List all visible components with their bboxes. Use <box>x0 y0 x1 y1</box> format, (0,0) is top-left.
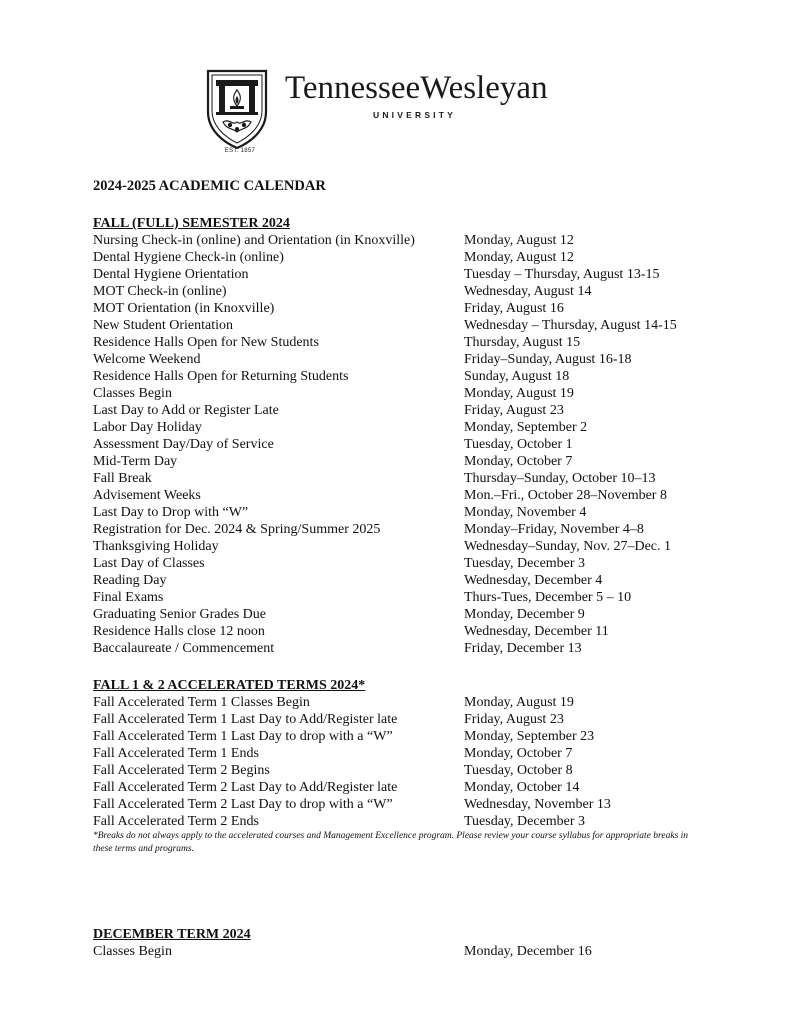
event-date: Tuesday, December 3 <box>464 556 586 571</box>
list-item <box>93 711 743 728</box>
event-date: Tuesday – Thursday, August 13-15 <box>464 267 660 282</box>
section-heading: DECEMBER TERM 2024 <box>93 927 251 942</box>
page-title: 2024-2025 ACADEMIC CALENDAR <box>93 178 326 194</box>
event-name: Classes Begin <box>93 944 172 959</box>
list-item <box>93 300 743 317</box>
list-item <box>93 555 743 572</box>
event-name: Nursing Check-in (online) and Orientation (in Knoxville) <box>93 233 415 248</box>
event-date: Tuesday, October 1 <box>464 437 573 452</box>
event-name: Fall Accelerated Term 2 Last Day to Add/Register late <box>93 780 398 795</box>
section-heading: FALL (FULL) SEMESTER 2024 <box>93 216 290 231</box>
list-item <box>93 283 743 300</box>
list-item <box>93 487 743 504</box>
event-name: Fall Break <box>93 471 152 486</box>
event-date: Monday, August 12 <box>464 233 574 248</box>
event-date: Friday, December 13 <box>464 641 582 656</box>
event-name: Assessment Day/Day of Service <box>93 437 274 452</box>
section-heading: FALL 1 & 2 ACCELERATED TERMS 2024* <box>93 678 366 693</box>
event-date: Monday, October 7 <box>464 746 573 761</box>
list-item <box>93 249 743 266</box>
university-wordmark: TennesseeWesleyan <box>285 70 548 106</box>
event-date: Wednesday, November 13 <box>464 797 611 812</box>
list-item <box>93 334 743 351</box>
list-item <box>93 385 743 402</box>
list-item <box>93 266 743 283</box>
list-item <box>93 606 743 623</box>
accelerated-terms-list <box>93 694 743 830</box>
accelerated-terms-section <box>93 677 743 856</box>
event-date: Thursday, August 15 <box>464 335 581 350</box>
event-date: Monday, October 14 <box>464 780 580 795</box>
list-item <box>93 762 743 779</box>
event-name: Classes Begin <box>93 386 172 401</box>
event-name: Welcome Weekend <box>93 352 201 367</box>
list-item <box>93 943 743 960</box>
list-item <box>93 694 743 711</box>
event-name: Fall Accelerated Term 1 Classes Begin <box>93 695 310 710</box>
event-date: Monday, August 19 <box>464 695 574 710</box>
event-name: Fall Accelerated Term 2 Ends <box>93 814 259 829</box>
event-name: Labor Day Holiday <box>93 420 202 435</box>
list-item <box>93 640 743 657</box>
list-item <box>93 232 743 249</box>
fall-semester-list <box>93 232 743 657</box>
list-item <box>93 813 743 830</box>
event-name: Fall Accelerated Term 2 Last Day to drop with a “W” <box>93 797 393 812</box>
event-date: Monday, September 2 <box>464 420 588 435</box>
event-date: Monday, August 12 <box>464 250 574 265</box>
event-date: Wednesday–Sunday, Nov. 27–Dec. 1 <box>464 539 672 554</box>
event-name: Graduating Senior Grades Due <box>93 607 267 622</box>
event-name: Fall Accelerated Term 1 Last Day to drop with a “W” <box>93 729 393 744</box>
event-name: MOT Orientation (in Knoxville) <box>93 301 275 316</box>
list-item <box>93 351 743 368</box>
event-name: Last Day of Classes <box>93 556 205 571</box>
event-name: Residence Halls Open for Returning Students <box>93 369 349 384</box>
event-date: Monday, November 4 <box>464 505 587 520</box>
event-date: Thurs-Tues, December 5 – 10 <box>464 590 632 605</box>
event-name: Baccalaureate / Commencement <box>93 641 275 656</box>
event-name: Dental Hygiene Check-in (online) <box>93 250 284 265</box>
event-date: Friday–Sunday, August 16-18 <box>464 352 632 367</box>
december-term-list <box>93 943 743 960</box>
list-item <box>93 453 743 470</box>
list-item <box>93 779 743 796</box>
list-item <box>93 470 743 487</box>
list-item <box>93 538 743 555</box>
event-name: Registration for Dec. 2024 & Spring/Summer 2025 <box>93 522 381 537</box>
event-date: Tuesday, October 8 <box>464 763 573 778</box>
event-name: Mid-Term Day <box>93 454 178 469</box>
event-name: Fall Accelerated Term 1 Last Day to Add/Register late <box>93 712 398 727</box>
event-name: MOT Check-in (online) <box>93 284 227 299</box>
list-item <box>93 504 743 521</box>
event-date: Monday, August 19 <box>464 386 574 401</box>
event-date: Monday, December 16 <box>464 944 592 959</box>
event-name: Dental Hygiene Orientation <box>93 267 249 282</box>
list-item <box>93 402 743 419</box>
event-name: Last Day to Drop with “W” <box>93 505 249 520</box>
event-date: Tuesday, December 3 <box>464 814 586 829</box>
event-date: Wednesday, December 11 <box>464 624 609 639</box>
footnote: *Breaks do not always apply to the accelerated courses and Management Excellence program. Please review your course syllabus for appropriate breaks in these terms and programs. <box>93 831 689 854</box>
december-term-section <box>93 926 743 960</box>
list-item <box>93 589 743 606</box>
event-name: Advisement Weeks <box>93 488 201 503</box>
event-date: Sunday, August 18 <box>464 369 570 384</box>
list-item <box>93 796 743 813</box>
event-name: Final Exams <box>93 590 164 605</box>
university-subtitle: UNIVERSITY <box>373 110 457 120</box>
event-name: Reading Day <box>93 573 167 588</box>
fall-semester-section <box>93 215 743 657</box>
event-date: Wednesday, December 4 <box>464 573 603 588</box>
event-date: Monday, September 23 <box>464 729 595 744</box>
list-item <box>93 521 743 538</box>
event-name: Residence Halls Open for New Students <box>93 335 319 350</box>
established-year: EST. 1857 <box>224 148 256 154</box>
list-item <box>93 728 743 745</box>
list-item <box>93 317 743 334</box>
list-item <box>93 419 743 436</box>
list-item <box>93 623 743 640</box>
event-date: Monday, December 9 <box>464 607 585 622</box>
event-name: Fall Accelerated Term 1 Ends <box>93 746 259 761</box>
event-date: Thursday–Sunday, October 10–13 <box>464 471 656 486</box>
list-item <box>93 745 743 762</box>
event-date: Wednesday – Thursday, August 14-15 <box>464 318 677 333</box>
list-item <box>93 436 743 453</box>
list-item <box>93 572 743 589</box>
event-name: Last Day to Add or Register Late <box>93 403 279 418</box>
shield-crest-icon <box>205 68 269 150</box>
event-date: Monday, October 7 <box>464 454 573 469</box>
event-date: Monday–Friday, November 4–8 <box>464 522 644 537</box>
event-date: Mon.–Fri., October 28–November 8 <box>464 488 667 503</box>
event-date: Friday, August 16 <box>464 301 564 316</box>
university-logo <box>205 68 605 164</box>
event-name: Thanksgiving Holiday <box>93 539 219 554</box>
event-date: Friday, August 23 <box>464 403 564 418</box>
event-name: Fall Accelerated Term 2 Begins <box>93 763 270 778</box>
list-item <box>93 368 743 385</box>
event-name: Residence Halls close 12 noon <box>93 624 265 639</box>
event-date: Wednesday, August 14 <box>464 284 592 299</box>
event-name: New Student Orientation <box>93 318 233 333</box>
event-date: Friday, August 23 <box>464 712 564 727</box>
